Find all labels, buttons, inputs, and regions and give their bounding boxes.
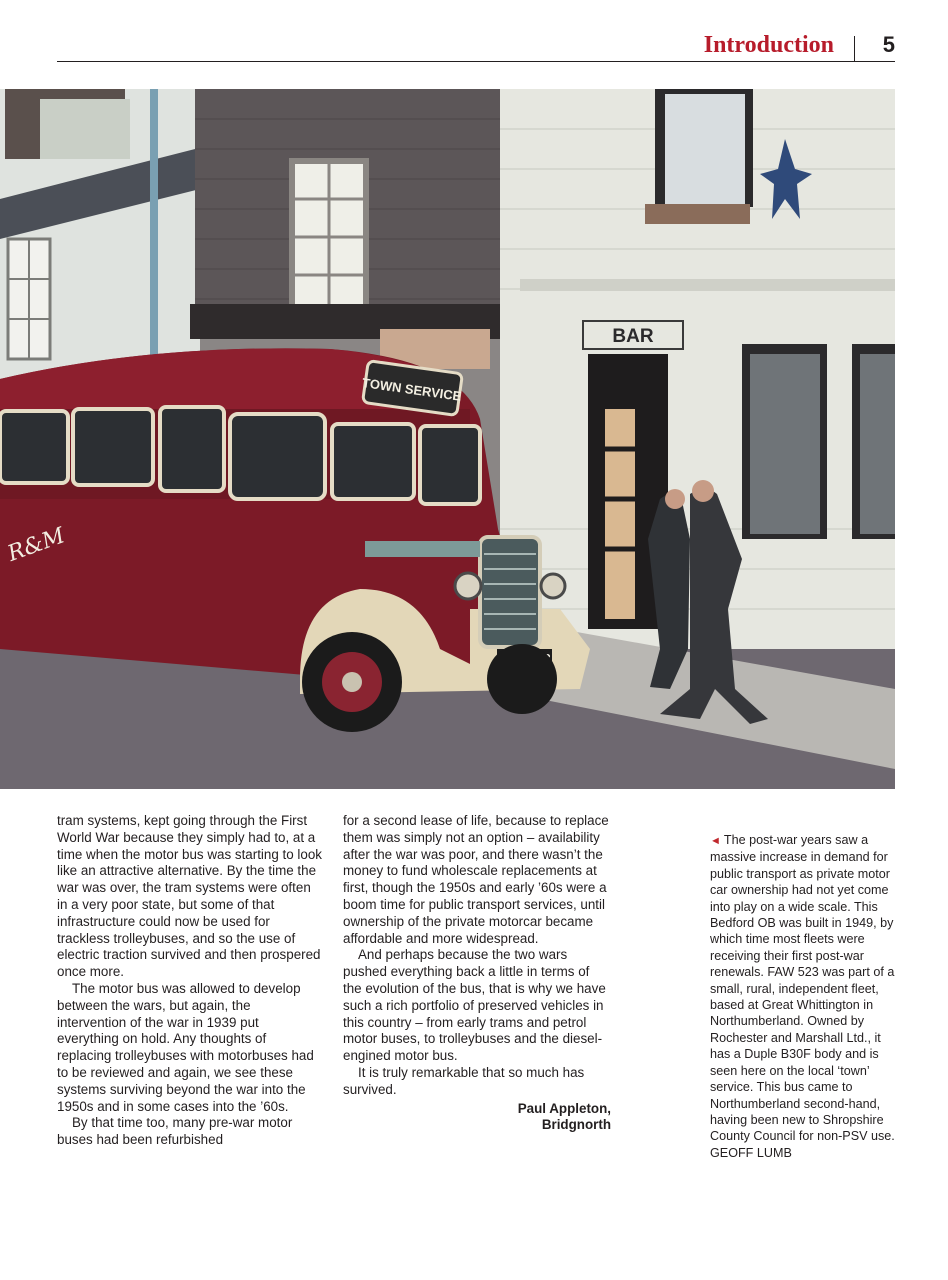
column1-paragraph-3: By that time too, many pre-war motor buses had been refurbished <box>57 1115 293 1148</box>
fleet-script: R&M <box>4 523 69 567</box>
body-column-1 <box>57 813 323 1149</box>
column1-paragraph-2: The motor bus was allowed to develop between the wars, but again, the intervention of the war in 1939 put everything on hold. Any thoughts of replacing trolleybuses with motorbuses had to be reviewed and again, we see these systems surviving beyond the war into the 1950s and in some cases into the ’60s. <box>57 980 314 1114</box>
author-place: Bridgnorth <box>541 1117 611 1133</box>
section-title: Introduction <box>703 32 834 58</box>
bar-sign: BAR <box>612 326 654 347</box>
column2-paragraph-1: for a second lease of life, because to replace them was simply not an option – availability after the war was poor, and there wasn’t the money to fund wholescale replacements at first, though the 1950s and early ’60s were a boom time for public transport services, until ownership of the private motorcar became affordable and more widespread. <box>343 813 609 946</box>
bus-photo <box>0 89 895 789</box>
author-name: Paul Appleton, <box>517 1100 611 1116</box>
page-number: 5 <box>882 32 895 57</box>
caption-text: The post-war years saw a massive increase in demand for public transport as private motor car ownership had not yet come into play on a wide scale. This Bedford OB was built in 1949, by which time most fleets were receiving their first post-war renewals. FAW 523 was part of a small, rural, independent fleet, based at Great Whittington in Northumberland. Owned by Rochester and Marshall Ltd., it has a Duple B30F body and is seen here on the local ‘town’ service. This bus came to Northumberland second-hand, having been new to Shropshire County Council for non-PSV use. GEOFF LUMB <box>710 833 895 1160</box>
destination-blind: TOWN SERVICE <box>361 375 463 404</box>
caption-arrow-icon: ◄ <box>710 835 721 847</box>
header-rule <box>57 61 895 62</box>
photo-caption <box>710 832 896 1161</box>
column2-paragraph-3: It is truly remarkable that so much has survived. <box>343 1064 585 1097</box>
body-column-2 <box>343 813 611 1134</box>
author-signoff <box>343 1101 611 1135</box>
bus-photo-illustration <box>0 89 895 789</box>
column1-paragraph-1: tram systems, kept going through the First World War because they simply had to, at a time when the motor bus was starting to look like an attractive alternative. By the time the war was over, the tram systems were often in a very poor state, but some of that infrastructure could now be used for trackless trolleybuses, and so the use of electric traction survived and then prospered once more. <box>57 813 322 980</box>
title-divider <box>854 36 855 62</box>
column2-paragraph-2: And perhaps because the two wars pushed everything back a little in terms of the evolution of the bus, that is why we have such a rich portfolio of preserved vehicles in this country – from early trams and petrol motor buses, to trolleybuses and the diesel-engined motor bus. <box>343 947 606 1064</box>
page-header <box>57 28 895 62</box>
